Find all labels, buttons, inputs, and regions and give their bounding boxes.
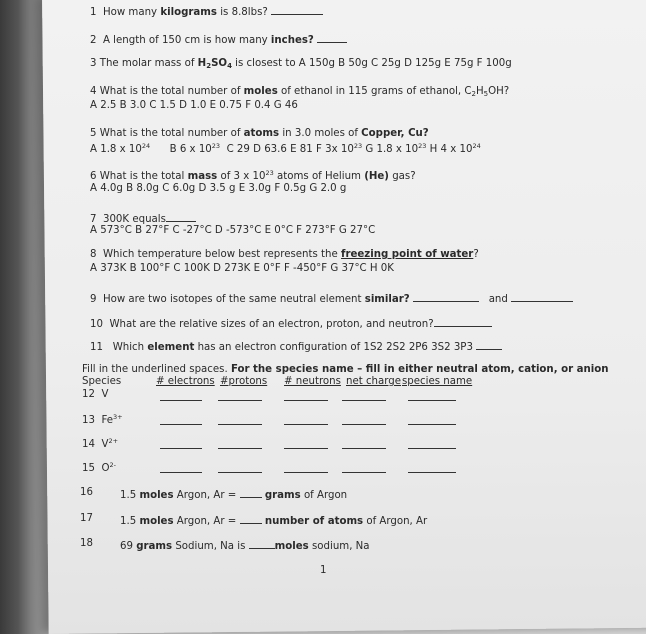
question-5: 5 What is the total number of atoms in 3.0 moles of Copper, Cu? bbox=[90, 128, 429, 139]
question-18: 69 grams Sodium, Na is moles sodium, Na bbox=[120, 538, 370, 552]
blank-13-name[interactable] bbox=[408, 424, 456, 425]
header-protons: #protons bbox=[220, 376, 268, 387]
page-number: 1 bbox=[320, 565, 327, 576]
blank-14-name[interactable] bbox=[408, 448, 456, 449]
blank-15-charge[interactable] bbox=[342, 472, 386, 473]
row-12-label: 12 V bbox=[82, 389, 109, 400]
question-5-options: A 1.8 x $10^{24}$ B 6 x $10^{23}$ C 29 D 63.6 E 81 F 3x $10^{23}$ G 1.8 x $10^{23}$ H 4 x $10^{24}$ bbox=[90, 142, 481, 155]
blank-15-name[interactable] bbox=[408, 472, 456, 473]
blank-12-charge[interactable] bbox=[342, 400, 386, 401]
question-4: 4 What is the total number of moles of ethanol in 115 grams of ethanol, $C_2H_5OH$? bbox=[90, 86, 510, 98]
question-10: 10 What are the relative sizes of an electron, proton, and neutron? bbox=[90, 316, 492, 330]
blank-14-charge[interactable] bbox=[342, 448, 386, 449]
question-9: 9 How are two isotopes of the same neutral element similar? and bbox=[90, 291, 573, 305]
blank-14-protons[interactable] bbox=[218, 448, 262, 449]
blank-12-electrons[interactable] bbox=[160, 400, 202, 401]
header-species: Species bbox=[82, 376, 122, 387]
question-17: 1.5 moles Argon, Ar = number of atoms of Argon, Ar bbox=[120, 513, 427, 527]
question-18-number: 18 bbox=[80, 538, 93, 549]
blank-13-electrons[interactable] bbox=[160, 424, 202, 425]
question-4-options: A 2.5 B 3.0 C 1.5 D 1.0 E 0.75 F 0.4 G 46 bbox=[90, 100, 298, 111]
question-11: 11 Which element has an electron configuration of 1S2 2S2 2P6 3S2 3P3 bbox=[90, 339, 502, 353]
question-6: 6 What is the total mass of 3 x $10^{23}$ atoms of Helium (He) gas? bbox=[90, 169, 416, 182]
question-7: 7 300K equals bbox=[90, 211, 196, 225]
header-neutrons: # neutrons bbox=[284, 376, 341, 387]
question-3: 3 The molar mass of $H_2SO_4$ is closest to A 150g B 50g C 25g D 125g E 75g F 100g bbox=[90, 58, 512, 70]
question-8-options: A 373K B 100°F C 100K D 273K E 0°F F -450°F G 37°C H 0K bbox=[90, 263, 394, 274]
header-electrons: # electrons bbox=[156, 376, 215, 387]
question-17-number: 17 bbox=[80, 513, 93, 524]
blank-13-charge[interactable] bbox=[342, 424, 386, 425]
row-13-label: 13 $Fe^{3+}$ bbox=[82, 413, 123, 426]
question-2: 2 A length of 150 cm is how many inches? bbox=[90, 32, 347, 46]
blank-15-protons[interactable] bbox=[218, 472, 262, 473]
blank-12-name[interactable] bbox=[408, 400, 456, 401]
blank-14-neutrons[interactable] bbox=[284, 448, 328, 449]
fill-instructions: Fill in the underlined spaces. For the species name – fill in either neutral atom, cation, or anion bbox=[82, 364, 609, 375]
blank-12-protons[interactable] bbox=[218, 400, 262, 401]
question-1: 1 How many kilograms is 8.8lbs? bbox=[90, 4, 323, 18]
question-16-number: 16 bbox=[80, 487, 93, 498]
blank-15-neutrons[interactable] bbox=[284, 472, 328, 473]
blank-13-protons[interactable] bbox=[218, 424, 262, 425]
worksheet-page bbox=[46, 0, 646, 627]
header-net-charge: net charge bbox=[346, 376, 402, 387]
row-14-label: 14 $V^{2+}$ bbox=[82, 437, 119, 450]
question-16: 1.5 moles Argon, Ar = grams of Argon bbox=[120, 487, 347, 501]
question-7-options: A 573°C B 27°F C -27°C D -573°C E 0°C F 273°F G 27°C bbox=[90, 225, 376, 236]
row-15-label: 15 $O^{2-}$ bbox=[82, 461, 116, 474]
blank-13-neutrons[interactable] bbox=[284, 424, 328, 425]
blank-15-electrons[interactable] bbox=[160, 472, 202, 473]
header-species-name: species name bbox=[402, 376, 473, 387]
blank-12-neutrons[interactable] bbox=[284, 400, 328, 401]
blank-14-electrons[interactable] bbox=[160, 448, 202, 449]
question-8: 8 Which temperature below best represents the freezing point of water? bbox=[90, 249, 479, 260]
question-6-options: A 4.0g B 8.0g C 6.0g D 3.5 g E 3.0g F 0.5g G 2.0 g bbox=[90, 183, 347, 194]
